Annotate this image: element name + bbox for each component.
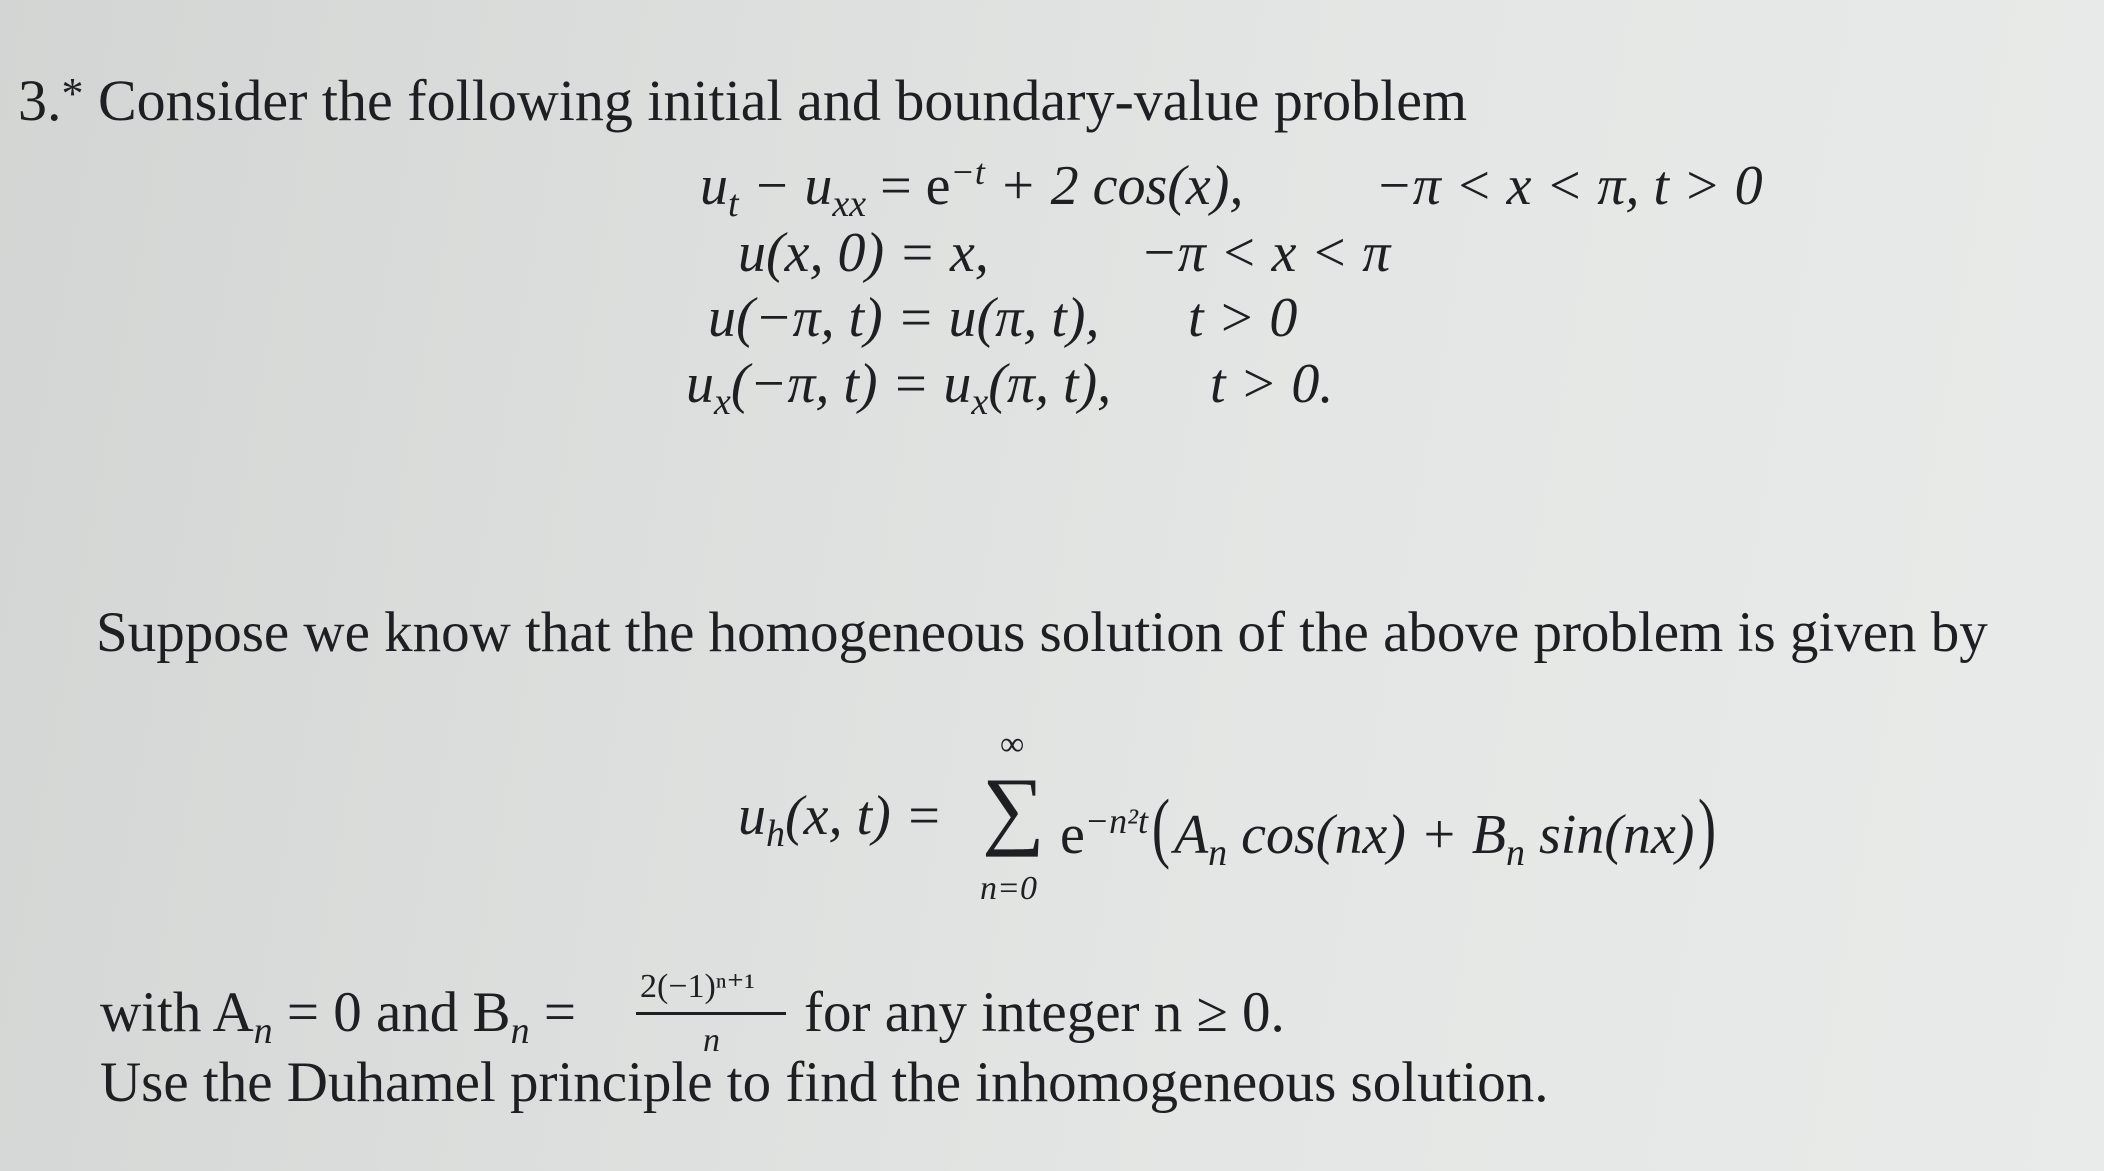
pde-condition: −π < x < π, t > 0 (1375, 155, 1763, 217)
problem-intro: Consider the following initial and boundary-value problem (98, 68, 1468, 133)
coefficient-fraction-numerator: 2(−1)ⁿ⁺¹ (640, 968, 755, 1005)
fraction-bar (636, 1012, 786, 1015)
derivative-boundary-condition: $u_x(-\pi$, $t) = u_x(\pi$, t), (686, 353, 1112, 423)
sum-lower-limit: n=0 (980, 870, 1037, 907)
problem-number: 3. (18, 68, 62, 133)
initial-condition-domain: −π < x < π (1140, 222, 1391, 284)
sum-upper-limit: ∞ (1000, 726, 1025, 763)
pde-equation: $u_t - u_{xx} = e^{-t} + 2$ cos(x), (700, 152, 1244, 225)
derivative-boundary-domain: t > 0. (1210, 353, 1334, 415)
coefficients-condition: for any integer n ≥ 0. (804, 981, 1285, 1044)
initial-condition: u(x, 0) = x, (738, 222, 989, 284)
coefficient-fraction-denominator: n (703, 1022, 720, 1059)
coefficients-line: with $A_n = 0$ and $B_n$ = (100, 981, 576, 1052)
homogeneous-solution-series-term: $e^{-n^2t}(A_n$ $\cos(nx) + B_n$ sin(nx)) (1060, 783, 1717, 874)
periodic-boundary-condition: u(−π, t) = u(π, t), (708, 287, 1100, 349)
final-instruction: Use the Duhamel principle to find the inhomogeneous solution. (100, 1051, 1549, 1114)
periodic-boundary-domain: t > 0 (1188, 287, 1298, 349)
homogeneous-solution-lhs: $u_h(x$, t) = (738, 785, 943, 855)
problem-heading (18, 68, 1468, 133)
starred-marker: * (61, 69, 84, 118)
suppose-paragraph: Suppose we know that the homogeneous solution of the above problem is given by (96, 601, 1988, 664)
summation-sign: ∑ (982, 761, 1045, 858)
